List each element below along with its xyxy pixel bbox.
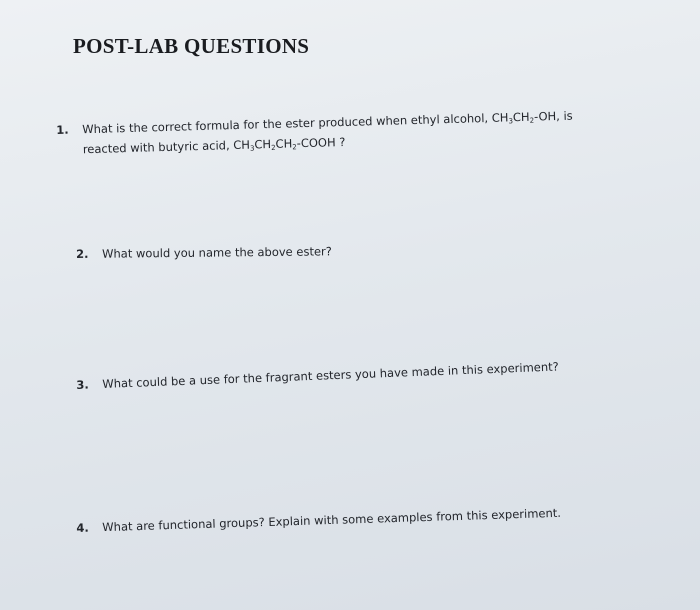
- question-number: 4.: [76, 520, 89, 535]
- question-text: What would you name the above ester?: [102, 244, 332, 261]
- question-line-2: reacted with butyric acid, $CH_3CH_2CH_2$-COOH ?: [82, 134, 346, 157]
- question-text: [82, 106, 574, 160]
- page-title: POST-LAB QUESTIONS: [73, 34, 310, 58]
- question-number: 3.: [76, 377, 90, 392]
- question-number: 1.: [56, 122, 69, 137]
- question-text: What are functional groups? Explain with some examples from this experiment.: [102, 505, 562, 535]
- question-number: 2.: [76, 246, 89, 261]
- question-line-1: What is the correct formula for the ester produced when ethyl alcohol, $CH_3CH_2-OH$, is: [82, 108, 573, 137]
- question-text: What could be a use for the fragrant esters you have made in this experiment?: [102, 359, 559, 391]
